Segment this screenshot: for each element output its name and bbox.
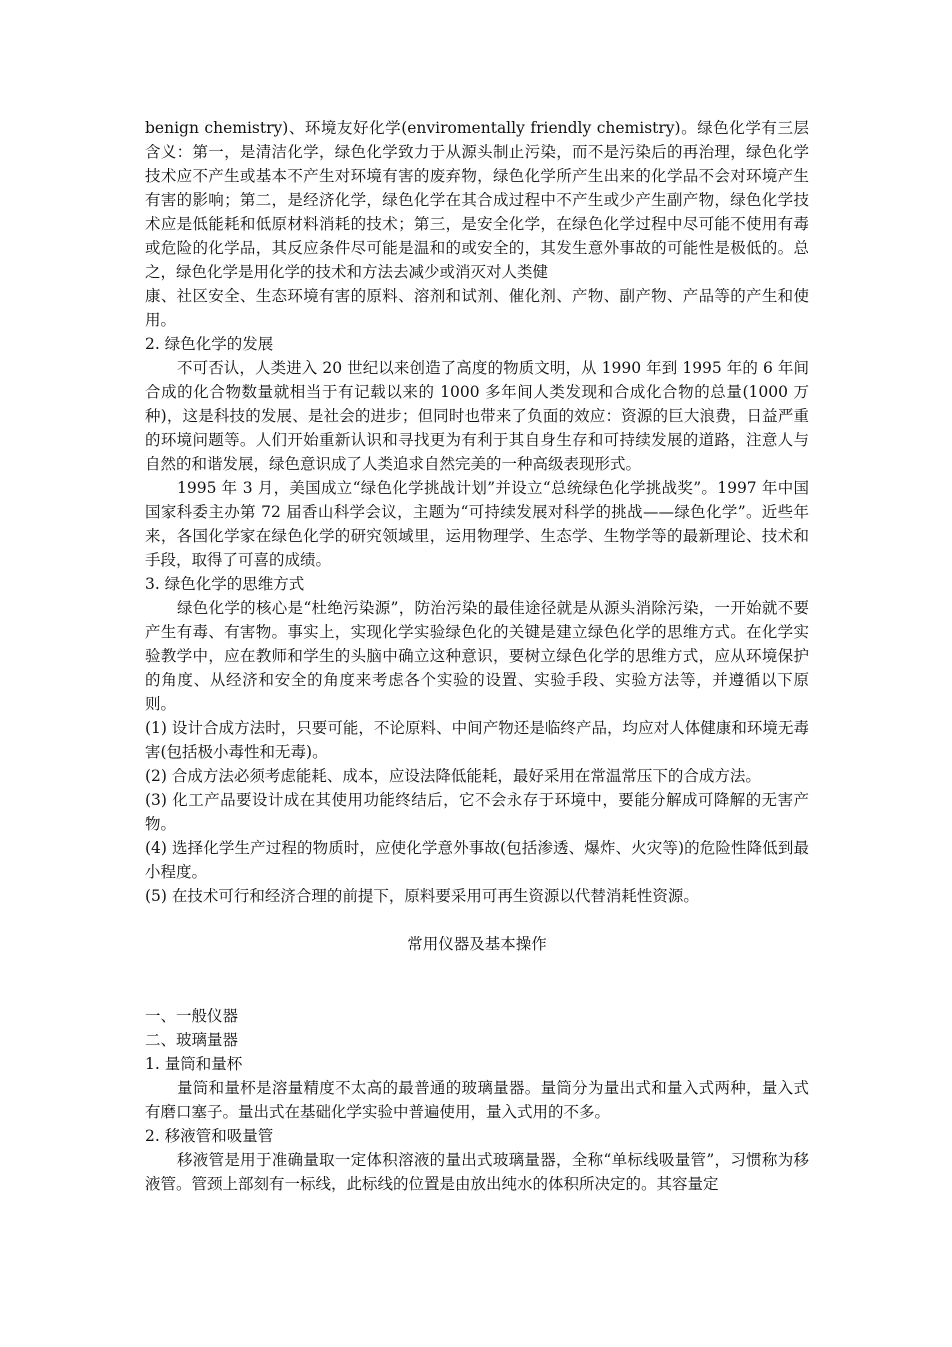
section-heading-thinking: 3. 绿色化学的思维方式	[145, 575, 305, 593]
chapter-heading-general-instruments: 一、一般仪器	[145, 1007, 239, 1025]
chapter-title: 常用仪器及基本操作	[407, 935, 547, 953]
principle-1: (1) 设计合成方法时，只要可能，不论原料、中间产物还是临终产品，均应对人体健康和环境无毒害(包括极小毒性和无毒)。	[145, 719, 809, 761]
graduated-cylinder-paragraph: 量筒和量杯是溶量精度不太高的最普通的玻璃量器。量筒分为量出式和量入式两种，量入式有磨口塞子。量出式在基础化学实验中普遍使用，量入式用的不多。	[145, 1079, 809, 1121]
development-paragraph-1: 不可否认，人类进入 20 世纪以来创造了高度的物质文明，从 1990 年到 1995 年的 6 年间合成的化合物数量就相当于有记载以来的 1000 多年间人类发现和合成化合物的总量(1000 万种)，这是科技的发展、是社会的进步；但同时也带来了负面的效应：资源的巨大浪费，日益严重的环境问题等。人们开始重新认识和寻找更为有利于其自身生存和可持续发展的道路，注意人与自然的和谐发展，绿色意识成了人类追求自然完美的一种高级表现形式。	[145, 359, 809, 473]
development-paragraph-2: 1995 年 3 月，美国成立“绿色化学挑战计划”并设立“总统绿色化学挑战奖”。1997 年中国国家科委主办第 72 届香山科学会议，主题为“可持续发展对科学的挑战——绿色化学”。近些年来，各国化学家在绿色化学的研究领域里，运用物理学、生态学、生物学等的最新理论、技术和手段，取得了可喜的成绩。	[145, 479, 809, 569]
pipette-paragraph: 移液管是用于准确量取一定体积溶液的量出式玻璃量器，全称“单标线吸量管”，习惯称为移液管。管颈上部刻有一标线，此标线的位置是由放出纯水的体积所决定的。其容量定	[145, 1151, 809, 1193]
intro-paragraph: benign chemistry)、环境友好化学(enviromentally friendly chemistry)。绿色化学有三层含义：第一，是清洁化学，绿色化学致力于从源头制止污染，而不是污染后的再治理，绿色化学技术应不产生或基本不产生对环境有害的废弃物，绿色化学所产生出来的化学品不会对环境产生有害的影响；第二，是经济化学，绿色化学在其合成过程中不产生或少产生副产物，绿色化学技术应是低能耗和低原材料消耗的技术；第三，是安全化学，在绿色化学过程中尽可能不使用有毒或危险的化学品，其反应条件尽可能是温和的或安全的，其发生意外事故的可能性是极低的。总之，绿色化学是用化学的技术和方法去减少或消灭对人类健	[145, 119, 809, 281]
principle-3: (3) 化工产品要设计成在其使用功能终结后，它不会永存于环境中，要能分解成可降解的无害产物。	[145, 791, 809, 833]
document-page	[145, 116, 809, 1196]
principle-2: (2) 合成方法必须考虑能耗、成本，应设法降低能耗，最好采用在常温常压下的合成方法。	[145, 767, 761, 785]
section-heading-development: 2. 绿色化学的发展	[145, 335, 274, 353]
intro-paragraph-continued: 康、社区安全、生态环境有害的原料、溶剂和试剂、催化剂、产物、副产物、产品等的产生和使用。	[145, 287, 809, 329]
title-spacer	[145, 956, 809, 1004]
chapter-heading-glass-measures: 二、玻璃量器	[145, 1031, 239, 1049]
principle-5: (5) 在技术可行和经济合理的前提下，原料要采用可再生资源以代替消耗性资源。	[145, 887, 699, 905]
principle-4: (4) 选择化学生产过程的物质时，应使化学意外事故(包括渗透、爆炸、火灾等)的危险性降低到最小程度。	[145, 839, 809, 881]
thinking-paragraph: 绿色化学的核心是“杜绝污染源”，防治污染的最佳途径就是从源头消除污染，一开始就不要产生有毒、有害物。事实上，实现化学实验绿色化的关键是建立绿色化学的思维方式。在化学实验教学中，应在教师和学生的头脑中确立这种意识，要树立绿色化学的思维方式，应从环境保护的角度、从经济和安全的角度来考虑各个实验的设置、实验手段、实验方法等，并遵循以下原则。	[145, 599, 809, 713]
subheading-graduated-cylinder: 1. 量筒和量杯	[145, 1055, 243, 1073]
subheading-pipette: 2. 移液管和吸量管	[145, 1127, 274, 1145]
